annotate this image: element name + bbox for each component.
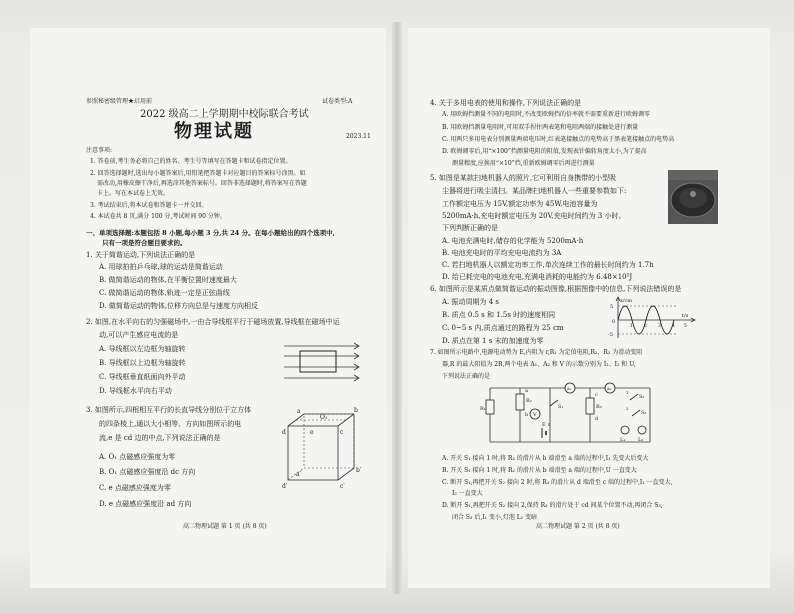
q3-option-d: D. e 点磁感应强度沿 ad 方向 <box>99 500 192 508</box>
circuit-label: 1 <box>626 390 629 395</box>
circuit-label: d <box>595 416 599 422</box>
graph-ytick: 5 <box>610 304 614 310</box>
q4-option-c: C. 用两只多用电表分别测量两端电压时,红表笔接触点的电势高于黑表笔接触点的电势高 <box>442 136 675 143</box>
page-fold <box>392 22 402 594</box>
section-heading-cont: 只有一项是符合题目要求的。 <box>102 239 187 247</box>
circuit-label: a <box>525 388 528 394</box>
subject-title: 物理试题 <box>174 121 254 142</box>
notice-line: 3. 考试结束后,将本试卷和答题卡一并交回。 <box>90 202 208 209</box>
q6-stem: 6. 如图所示是某质点做简谐运动的振动图像,根据图像中的信息,下列说法错误的是 <box>430 285 682 293</box>
circuit-label: A₁ <box>567 386 572 391</box>
q4-option-d-cont: 测量精度,应换用“×10”挡,重新欧姆调零后再进行测量 <box>452 160 595 167</box>
graph-xtick: 5 <box>684 324 687 329</box>
q2-stem: 2. 如图,在水平向右的匀强磁场中,一由合导线框平行于磁场放置,导线框在磁场中运 <box>86 318 340 326</box>
q7-option-c-cont: I₂ 一直变大 <box>452 490 483 497</box>
q5-stem-cont: 工作额定电压为 15V,额定功率为 45W,电池容量为 <box>442 200 598 208</box>
q5-stem-cont: 5200mA·h,充电时额定电压为 20V,充电时间约为 3 小时。 <box>442 212 626 220</box>
q1-option-b: B. 做简谐运动的物体,在平衡位置时速度最大 <box>99 276 237 284</box>
q5-stem-cont: 尘器将进行吸尘清扫。某品牌扫地机器人一些重要参数如下: <box>442 187 627 195</box>
robot-vacuum-photo <box>668 170 718 224</box>
q7-circuit-diagram <box>480 380 660 450</box>
q4-option-b: B. 用欧姆挡测量电阻时,可用双手捏住两表笔和电阻两端的接触处进行测量 <box>442 124 639 131</box>
q2-option-d: D. 导线框水平向右平动 <box>99 387 172 395</box>
q7-option-d-cont: 闭合 S₃ 后,I₁ 变小,灯泡 L₁ 变暗 <box>452 514 538 521</box>
circuit-label: S₃ <box>641 410 647 416</box>
q3-stem-cont: 的四条棱上,通以大小相等、方向如图所示的电 <box>99 420 242 428</box>
circuit-label: S₁ <box>558 404 564 410</box>
switch-s3 <box>632 410 640 416</box>
q5-stem-cont: 下列判断正确的是 <box>442 224 498 232</box>
q4-option-a: A. 用欧姆挡测量不同的电阻时,不改变欧姆挡的倍率就不需要重新进行欧姆调零 <box>442 111 651 118</box>
resistor-r1 <box>486 400 494 414</box>
graph-ytick: 0 <box>612 319 616 325</box>
q3-stem-cont: 流,e 是 cd 边的中点,下列说法正确的是 <box>99 434 221 442</box>
section-heading: 一、单项选择题:本题包括 8 小题,每小题 3 分,共 24 分。在每小题给出的四个选项中, <box>86 229 335 237</box>
notice-heading: 注意事项: <box>86 147 113 154</box>
field-lines <box>284 343 359 381</box>
cube-label: d <box>282 429 286 436</box>
q2-option-c: C. 导线框垂直纸面向外平动 <box>99 373 186 381</box>
cube-label: c <box>340 429 344 436</box>
q1-option-d: D. 做简谐运动的物体,位移方向总是与速度方向相反 <box>99 302 259 310</box>
q7-option-c: C. 断开 S₁,再把开关 S₂ 接向 2 时,将 R₃ 的滑片从 d 端滑至 c 端的过程中,I₁ 一直变大, <box>442 479 673 486</box>
q5-stem: 5. 如图是某款扫地机器人的照片,它可利用自身携带的小型吸 <box>430 174 617 182</box>
cube-label: a′ <box>296 471 301 478</box>
q2-stem-cont: 动,可以产生感应电流的是 <box>99 331 179 339</box>
q1-stem: 1. 关于简谐运动,下列说法正确的是 <box>86 251 196 259</box>
lamp-l1 <box>621 426 629 434</box>
q6-option-b: B. 质点 0.5 s 和 1.5s 时的速度相同 <box>442 311 556 319</box>
q3-option-c: C. e 点磁感应强度为零 <box>99 484 171 492</box>
switch-s2 <box>630 394 638 400</box>
q6-vibration-graph <box>610 296 696 340</box>
q1-option-c: C. 做简谐运动的物体,轨迹一定是正弦曲线 <box>99 289 230 297</box>
circuit-label: A₂ <box>607 386 612 391</box>
exam-date: 2023.11 <box>346 133 371 140</box>
cube-label: d′ <box>282 483 288 490</box>
graph-xtick: 1 <box>630 324 633 329</box>
q7-stem-cont: 下列说法正确的是 <box>442 373 491 380</box>
q5-option-c: C. 若扫地机器人以额定功率工作,单次连续工作的最长时间约为 1.7h <box>442 261 654 269</box>
circuit-label: V <box>533 412 537 418</box>
q2-option-b: B. 导线框以上边框为轴旋转 <box>99 359 186 367</box>
q7-stem: 7. 如图所示电路中,电源电动势为 E,内阻为 r,R₁ 为定值电阻,R₂、R₃ 为滑动变阻 <box>430 349 643 356</box>
secret-label: 参照秘密级管理★启用前 <box>86 98 153 105</box>
notice-line: 4. 本试卷共 8 页,满分 100 分,考试时间 90 分钟。 <box>90 213 226 220</box>
q4-stem: 4. 关于多用电表的使用和操作,下列说法正确的是 <box>430 99 582 107</box>
q7-option-b: B. 开关 S₁ 接向 1 时,将 R₂ 的滑片从 b 端滑至 a 端的过程中,U 一直变大 <box>442 467 637 474</box>
graph-xtick: 2 <box>644 324 647 329</box>
resistor-r3 <box>586 398 594 414</box>
notice-line: 1. 答卷前,考生务必将自己的姓名、考生号等填写在答题卡和试卷指定位置。 <box>90 158 292 165</box>
notice-line: 卡上。写在本试卷上无效。 <box>97 190 170 197</box>
notice-line: 需改动,用橡皮擦干净后,再选涂其他答案标号。回答非选择题时,将答案写在答题 <box>97 180 307 187</box>
page-footer-right: 高二物理试题 第 2 页 (共 8 页) <box>536 523 620 530</box>
q2-magnetic-field-figure <box>282 340 362 385</box>
circuit-label: E <box>542 422 546 428</box>
q3-option-b: B. O₁ 点磁感应强度沿 dc 方向 <box>99 468 196 476</box>
circuit-label: R₁ <box>480 406 486 412</box>
q1-option-a: A. 用球拍拍乒乓球,球的运动是简谐运动 <box>99 263 223 271</box>
cube-label: e <box>310 429 314 436</box>
paper-type: 试卷类型:A <box>322 98 353 105</box>
q5-option-a: A. 电池充满电时,储存的化学能为 5200mA·h <box>442 237 584 245</box>
cube-label: b′ <box>356 467 362 474</box>
q7-option-a: A. 开关 S₁ 接向 1 时,将 R₂ 的滑片从 b 端滑至 a 端的过程中,I₁ 先变大后变大 <box>442 455 649 462</box>
circuit-label: 2 <box>626 406 629 411</box>
q2-option-a: A. 导线框以左边框为轴旋转 <box>99 345 186 353</box>
circuit-label: L₂ <box>638 437 644 443</box>
q3-cube-figure <box>282 408 364 500</box>
notice-line: 2. 回答选择题时,选出每小题答案后,用铅笔把答题卡对应题目的答案标号涂黑。如 <box>90 170 306 177</box>
cube-label: a <box>297 408 301 415</box>
cube-label: c′ <box>340 483 345 490</box>
q6-option-a: A. 振动周期为 4 s <box>442 298 500 306</box>
battery <box>542 428 546 438</box>
cube-label: b <box>354 407 358 414</box>
switch-s1 <box>550 400 558 406</box>
q5-option-d: D. 给已耗完电的电池充电,充满电消耗的电能约为 6.48×10⁵J <box>442 273 633 281</box>
q7-stem-cont: 器,R 的最大阻值为 2R,两个电表 A₁、A₂ 和 V 的示数分别为 I₁、I₂ 和 U, <box>442 361 636 368</box>
cube-label: O₁ <box>320 414 328 421</box>
wire-frame <box>300 351 336 372</box>
circuit-label: b <box>525 412 529 418</box>
q6-option-d: D. 质点在第 1 s 末的加速度为零 <box>442 337 544 345</box>
circuit-label: S₂ <box>639 394 645 400</box>
circuit-label: r <box>548 422 551 428</box>
graph-xlabel: t/s <box>682 313 689 319</box>
circuit-label: L₁ <box>620 437 626 443</box>
q3-option-a: A. O₁ 点磁感应强度为零 <box>99 453 176 461</box>
graph-xtick: 3 <box>658 324 661 329</box>
exam-title: 2022 级高二上学期期中校际联合考试 <box>140 109 309 120</box>
graph-xtick: 4 <box>672 324 675 329</box>
q6-option-c: C. 0~5 s 内,质点通过的路程为 25 cm <box>442 324 564 332</box>
graph-ytick: -5 <box>608 332 613 338</box>
q5-option-b: B. 电池充电时的平均充电电流约为 3A <box>442 249 562 257</box>
q4-option-d: D. 欧姆调零后,用“×100”挡测量电阻的阻值,发现表针偏转角度太小,为了提高 <box>442 148 647 155</box>
page-footer-left: 高二物理试题 第 1 页 (共 8 页) <box>183 523 267 530</box>
circuit-label: R₂ <box>526 398 532 404</box>
q7-option-d: D. 断开 S₁,再把开关 S₂ 接向 2,保持 R₃ 的滑片处于 cd 间某个位置不动,再闭合 S₃, <box>442 502 663 509</box>
circuit-label: R₃ <box>596 404 602 410</box>
q3-stem: 3. 如图所示,四根相互平行的长直导线分别位于立方体 <box>86 406 252 414</box>
lamp-l2 <box>638 426 646 434</box>
circuit-label: c <box>595 392 598 398</box>
resistor-r2 <box>516 394 524 410</box>
graph-ylabel: x/cm <box>620 298 633 304</box>
